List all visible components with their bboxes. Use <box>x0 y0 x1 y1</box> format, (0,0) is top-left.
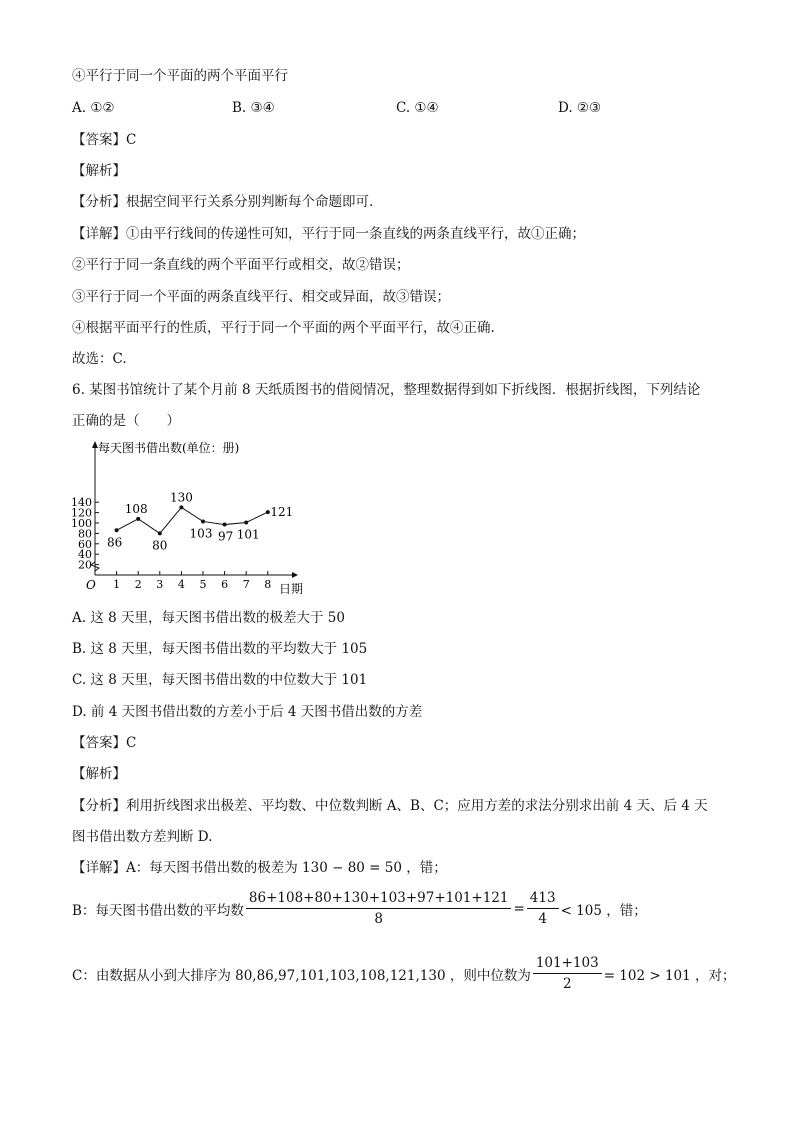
data-point <box>179 505 183 509</box>
option-a: A. ①② <box>72 100 115 116</box>
x-tick-label: 1 <box>113 578 121 591</box>
mean-numerator: 86+108+80+130+103+97+101+121 <box>246 890 512 909</box>
x-tick-label: 5 <box>199 578 207 591</box>
data-label: 101 <box>236 527 260 542</box>
option-b: B. ③④ <box>232 100 275 116</box>
data-point <box>266 510 270 514</box>
option-6c: C. 这 8 天里，每天图书借出数的中位数大于 101 <box>72 672 368 688</box>
y-tick-label: 60 <box>78 537 92 551</box>
y-tick-label: 120 <box>71 506 92 520</box>
equals-sign: = <box>513 900 525 917</box>
data-point <box>115 528 119 532</box>
x-tick-label: 8 <box>264 578 272 591</box>
option-d: D. ②③ <box>558 100 602 116</box>
mean-fraction <box>246 890 512 927</box>
data-label: 108 <box>124 501 148 516</box>
y-tick-label: 80 <box>78 527 92 541</box>
detail-a: 【详解】A：每天图书借出数的极差为 130 − 80 = 50 ，错； <box>72 860 447 876</box>
data-point <box>244 520 248 524</box>
chart-title: 每天图书借出数(单位：册) <box>98 441 240 455</box>
detail-line-3: ③平行于同一个平面的两条直线平行、相交或异面，故③错误； <box>72 289 450 305</box>
data-label: 121 <box>270 505 294 520</box>
data-label: 130 <box>169 490 193 505</box>
x-tick-label: 4 <box>177 578 185 591</box>
y-tick-label: 20 <box>78 558 92 572</box>
detail-line-1: 【详解】①由平行线间的传递性可知，平行于同一条直线的两条直线平行，故①正确； <box>72 226 585 242</box>
detail-c-prefix: C：由数据从小到大排序为 80,86,97,101,103,108,121,130 ，则中位数为 <box>72 967 531 984</box>
option-6a: A. 这 8 天里，每天图书借出数的极差大于 50 <box>72 610 345 626</box>
detail-c-suffix: = 102 > 101 ，对； <box>603 967 736 984</box>
x-tick-label: 6 <box>221 578 229 591</box>
x-tick-label: 2 <box>134 578 142 591</box>
detail-b <box>72 890 647 927</box>
detail-b-prefix: B：每天图书借出数的平均数 <box>72 902 244 919</box>
simplified-denominator: 4 <box>538 911 547 927</box>
line-chart <box>70 436 330 598</box>
y-tick-label: 40 <box>78 548 92 562</box>
x-axis-label: 日期 <box>279 582 304 596</box>
data-label: 86 <box>106 535 123 550</box>
origin-label: O <box>86 578 96 592</box>
answer: 【答案】C <box>72 132 137 148</box>
data-label: 80 <box>152 538 168 553</box>
detail-b-suffix: < 105 ，错； <box>560 902 647 919</box>
answer-6: 【答案】C <box>72 735 137 751</box>
y-tick-label: 140 <box>71 496 92 510</box>
question-stem-line2: 正确的是（ ） <box>72 413 180 429</box>
mean-simplified-fraction <box>527 890 559 927</box>
analysis-line-2: 图书借出数方差判断 D. <box>72 829 213 845</box>
option-6d: D. 前 4 天图书借出数的方差小于后 4 天图书借出数的方差 <box>72 704 423 720</box>
detail-line-4: ④根据平面平行的性质，平行于同一个平面的两个平面平行，故④正确. <box>72 320 495 336</box>
data-point <box>201 519 205 523</box>
x-tick-label: 3 <box>156 578 164 591</box>
x-axis-arrow <box>292 572 298 578</box>
median-fraction <box>533 955 602 992</box>
option-c: C. ①④ <box>396 100 439 116</box>
data-point <box>158 531 162 535</box>
statement-4: ④平行于同一个平面的两个平面平行 <box>72 68 288 84</box>
detail-c <box>72 955 736 992</box>
data-point <box>136 517 140 521</box>
analysis-text: 【分析】根据空间平行关系分别判断每个命题即可. <box>72 194 374 210</box>
analysis-header-6: 【解析】 <box>72 766 126 782</box>
data-label: 97 <box>217 529 234 544</box>
y-tick-label: 100 <box>71 517 92 530</box>
question-stem-line1: 6. 某图书馆统计了某个月前 8 天纸质图书的借阅情况，整理数据得到如下折线图．根据折线图，下列结论 <box>72 382 701 398</box>
option-6b: B. 这 8 天里，每天图书借出数的平均数大于 105 <box>72 641 368 657</box>
data-point <box>223 523 227 527</box>
analysis-line-1: 【分析】利用折线图求出极差、平均数、中位数判断 A、B、C；应用方差的求法分别求出前 4 天、后 4 天 <box>72 798 708 814</box>
choose-line: 故选：C. <box>72 351 127 367</box>
x-tick-label: 7 <box>242 578 250 591</box>
mean-denominator: 8 <box>374 911 383 927</box>
median-denominator: 2 <box>562 976 572 992</box>
analysis-header: 【解析】 <box>72 163 126 179</box>
median-numerator: 101+103 <box>533 955 602 974</box>
detail-line-2: ②平行于同一条直线的两个平面平行或相交，故②错误； <box>72 257 410 273</box>
data-label: 103 <box>189 526 213 541</box>
simplified-numerator: 413 <box>527 890 559 909</box>
